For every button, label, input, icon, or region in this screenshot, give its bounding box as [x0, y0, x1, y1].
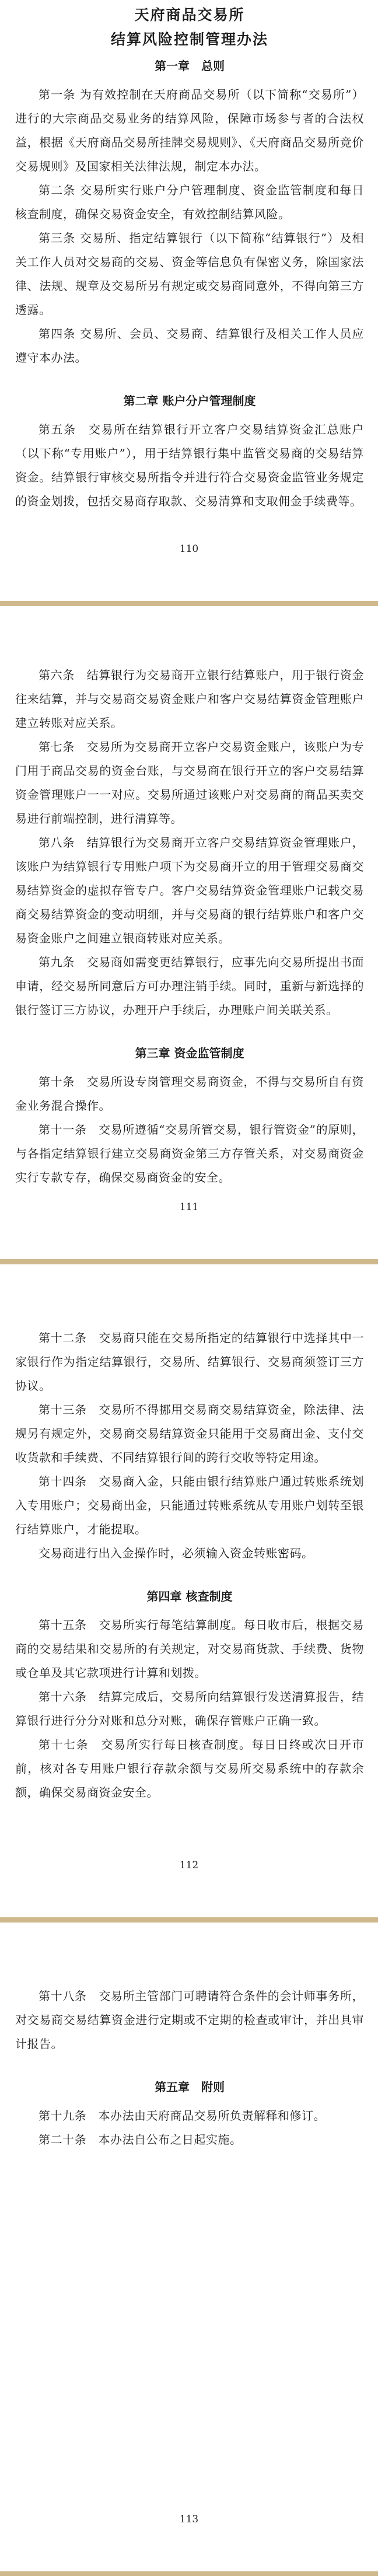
page-number: 111	[179, 1201, 199, 1213]
paragraph: 第十三条 交易所不得挪用交易商交易结算资金，除法律、法规另有规定外，交易商交易结算资金只能用于交易商出金、支付交收货款和手续费、不同结算银行间的跨行交收等特定用途。	[15, 1403, 364, 1464]
paragraph: 第十四条 交易商入金，只能由银行结算账户通过转账系统划入专用账户；交易商出金，只能通过转账系统从专用账户划转至银行结算账户，才能提取。	[15, 1474, 364, 1536]
chapter-heading: 第五章 附则	[155, 2080, 225, 2094]
chapter-heading: 第一章 总则	[155, 59, 225, 73]
page-3	[0, 1264, 378, 1917]
paragraph: 交易商进行出入金操作时，必须输入资金转账密码。	[38, 1546, 314, 1560]
paragraph: 第二条 交易所实行账户分户管理制度、资金监管制度和每日核查制度，确保交易资金安全，有效控制结算风险。	[15, 183, 364, 221]
chapter-heading: 第四章 核查制度	[146, 1589, 233, 1603]
chapter-heading: 第三章 资金监管制度	[135, 1046, 244, 1060]
paragraph: 第十条 交易所设专岗管理交易商资金，不得与交易所自有资金业务混合操作。	[15, 1075, 364, 1113]
chapter-heading: 第二章 账户分户管理制度	[123, 394, 256, 408]
document-subtitle: 结算风险控制管理办法	[110, 31, 268, 48]
page-number: 112	[179, 1860, 199, 1871]
paragraph: 第十八条 交易所主管部门可聘请符合条件的会计师事务所，对交易商交易结算资金进行定期或不定期的检查或审计，并出具审计报告。	[15, 1989, 364, 2051]
paragraph: 第七条 交易所为交易商开立客户交易资金账户，该账户为专门用于商品交易的资金台账，与交易商在银行开立的客户交易结算资金管理账户一一对应。交易所通过该账户对交易商的商品买卖交易进行前端控制，进行清算等。	[15, 740, 364, 826]
page-number: 113	[179, 2514, 199, 2525]
page-2-content	[15, 663, 364, 1190]
page-2	[0, 606, 378, 1259]
paragraph: 第一条 为有效控制在天府商品交易所（以下简称“交易所”）进行的大宗商品交易业务的结算风险，保障市场参与者的合法权益，根据《天府商品交易所挂牌交易规则》、《天府商品交易所竞价交易规则》及国家相关法律法规，制定本办法。	[15, 88, 364, 173]
paragraph: 第十一条 交易所遵循“交易所管交易，银行管资金”的原则，与各指定结算银行建立交易商资金第三方存管关系，对交易商资金实行专款专存，确保交易商资金的安全。	[15, 1123, 364, 1184]
paragraph: 第六条 结算银行为交易商开立银行结算账户，用于银行资金往来结算，并与交易商交易资金账户和客户交易结算资金管理账户建立转账对应关系。	[15, 668, 364, 730]
paragraph: 第三条 交易所、指定结算银行（以下简称“结算银行”）及相关工作人员对交易商的交易、资金等信息负有保密义务，除国家法律、法规、规章及交易所另有规定或交易商同意外，不得向第三方透露。	[15, 231, 364, 317]
page-number: 110	[179, 543, 199, 555]
paragraph: 第八条 结算银行为交易商开立客户交易结算资金管理账户，该账户为结算银行专用账户项下为交易商开立的用于管理交易商交易结算资金的虚拟存管专户。客户交易结算资金管理账户记载交易商交易结算资金的变动明细，并与交易商的银行结算账户和客户交易资金账户之间建立银商转账对应关系。	[15, 836, 364, 945]
page-1	[0, 0, 378, 601]
paragraph: 第二十条 本办法自公布之日起实施。	[38, 2133, 242, 2147]
paragraph: 第十五条 交易所实行每笔结算制度。每日收市后，根据交易商的交易结果和交易所的有关规定，对交易商货款、手续费、货物或仓单及其它款项进行计算和划拨。	[15, 1618, 364, 1680]
paragraph: 第四条 交易所、会员、交易商、结算银行及相关工作人员应遵守本办法。	[15, 327, 364, 365]
page-3-content	[15, 1326, 364, 1805]
document-title: 天府商品交易所	[134, 6, 245, 23]
paragraph: 第五条 交易所在结算银行开立客户交易结算资金汇总账户（以下称“专用账户”），用于结算银行集中监管交易商的交易结算资金。结算银行审核交易所指令并进行符合交易资金监管业务规定的资金划拨，包括交易商存取款、交易清算和支取佣金手续费等。	[15, 422, 364, 508]
paragraph: 第十九条 本办法由天府商品交易所负责解释和修订。	[38, 2109, 326, 2123]
page-4	[0, 1923, 378, 2571]
paragraph: 第十六条 结算完成后，交易所向结算银行发送清算报告，结算银行进行分分对账和总分对账，确保存管账户正确一致。	[15, 1690, 364, 1728]
page-4-content	[15, 1984, 364, 2152]
paragraph: 第九条 交易商如需变更结算银行，应事先向交易所提出书面申请，经交易所同意后方可办理注销手续。同时，重新与新选择的银行签订三方协议，办理开户手续后，办理账户间关联关系。	[15, 955, 364, 1017]
paragraph: 第十二条 交易商只能在交易所指定的结算银行中选择其中一家银行作为指定结算银行，交易所、结算银行、交易商须签订三方协议。	[15, 1331, 364, 1393]
paragraph: 第十七条 交易所实行每日核查制度。每日日终或次日开市前，核对各专用账户银行存款余额与交易所交易系统中的存款余额，确保交易商资金安全。	[15, 1738, 364, 1799]
page-1-content	[15, 5, 364, 513]
